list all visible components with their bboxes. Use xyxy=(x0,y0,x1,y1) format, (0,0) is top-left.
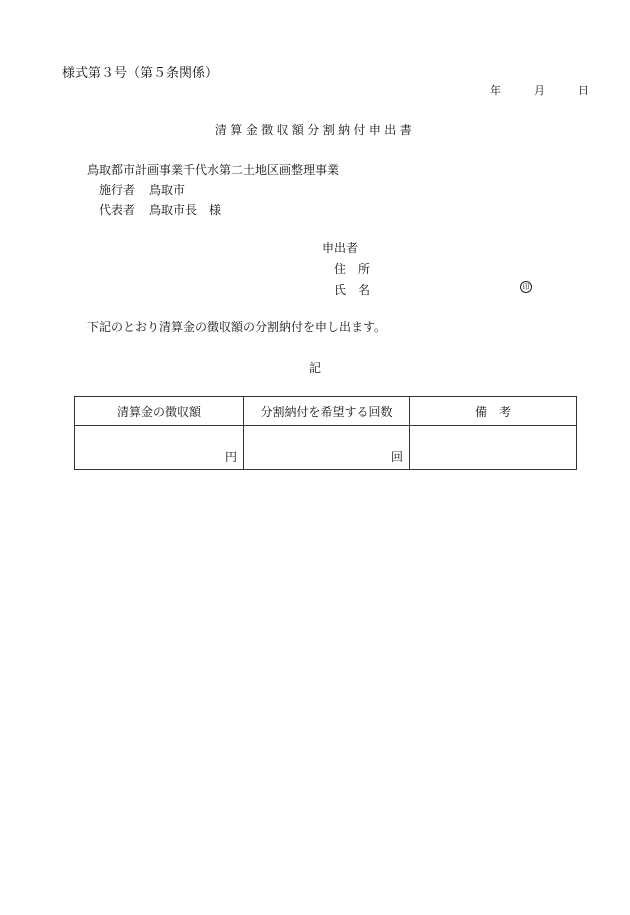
executor-label: 施行者 xyxy=(99,183,136,197)
header-remarks: 備 考 xyxy=(410,397,577,426)
table-row xyxy=(75,426,577,470)
document-title: 清算金徴収額分割納付申出書 xyxy=(214,123,416,137)
representative-value: 鳥取市長 xyxy=(149,203,198,217)
applicant-heading: 申出者 xyxy=(322,241,359,255)
date-month: 月 xyxy=(534,84,545,97)
name-line xyxy=(322,280,370,301)
date-year: 年 xyxy=(490,84,501,97)
name-label: 氏 名 xyxy=(334,283,371,297)
honorific: 様 xyxy=(209,203,222,217)
cell-count[interactable]: 回 xyxy=(244,426,410,470)
header-installment-count: 分割納付を希望する回数 xyxy=(244,397,410,426)
project-name: 鳥取都市計画事業千代水第二土地区画整理事業 xyxy=(87,163,340,177)
cell-amount[interactable]: 円 xyxy=(75,426,244,470)
address-line xyxy=(322,259,370,280)
date-line xyxy=(490,82,589,98)
statement: 下記のとおり清算金の徴収額の分割納付を申し出ます。 xyxy=(87,320,387,334)
cell-remarks[interactable] xyxy=(410,426,577,470)
applicant-block xyxy=(322,238,370,301)
addressee-block xyxy=(87,160,339,220)
representative-line xyxy=(87,200,339,220)
header-collection-amount: 清算金の徴収額 xyxy=(75,397,244,426)
address-label: 住 所 xyxy=(334,262,371,276)
representative-label: 代表者 xyxy=(99,203,136,217)
seal-mark: 印 xyxy=(520,281,532,293)
executor-line xyxy=(87,180,339,200)
detail-table xyxy=(74,396,577,470)
table-header-row xyxy=(75,397,577,426)
ki-label: 記 xyxy=(308,361,321,375)
form-number: 様式第３号（第５条関係） xyxy=(62,66,219,81)
executor-value: 鳥取市 xyxy=(149,183,186,197)
date-day: 日 xyxy=(578,84,589,97)
